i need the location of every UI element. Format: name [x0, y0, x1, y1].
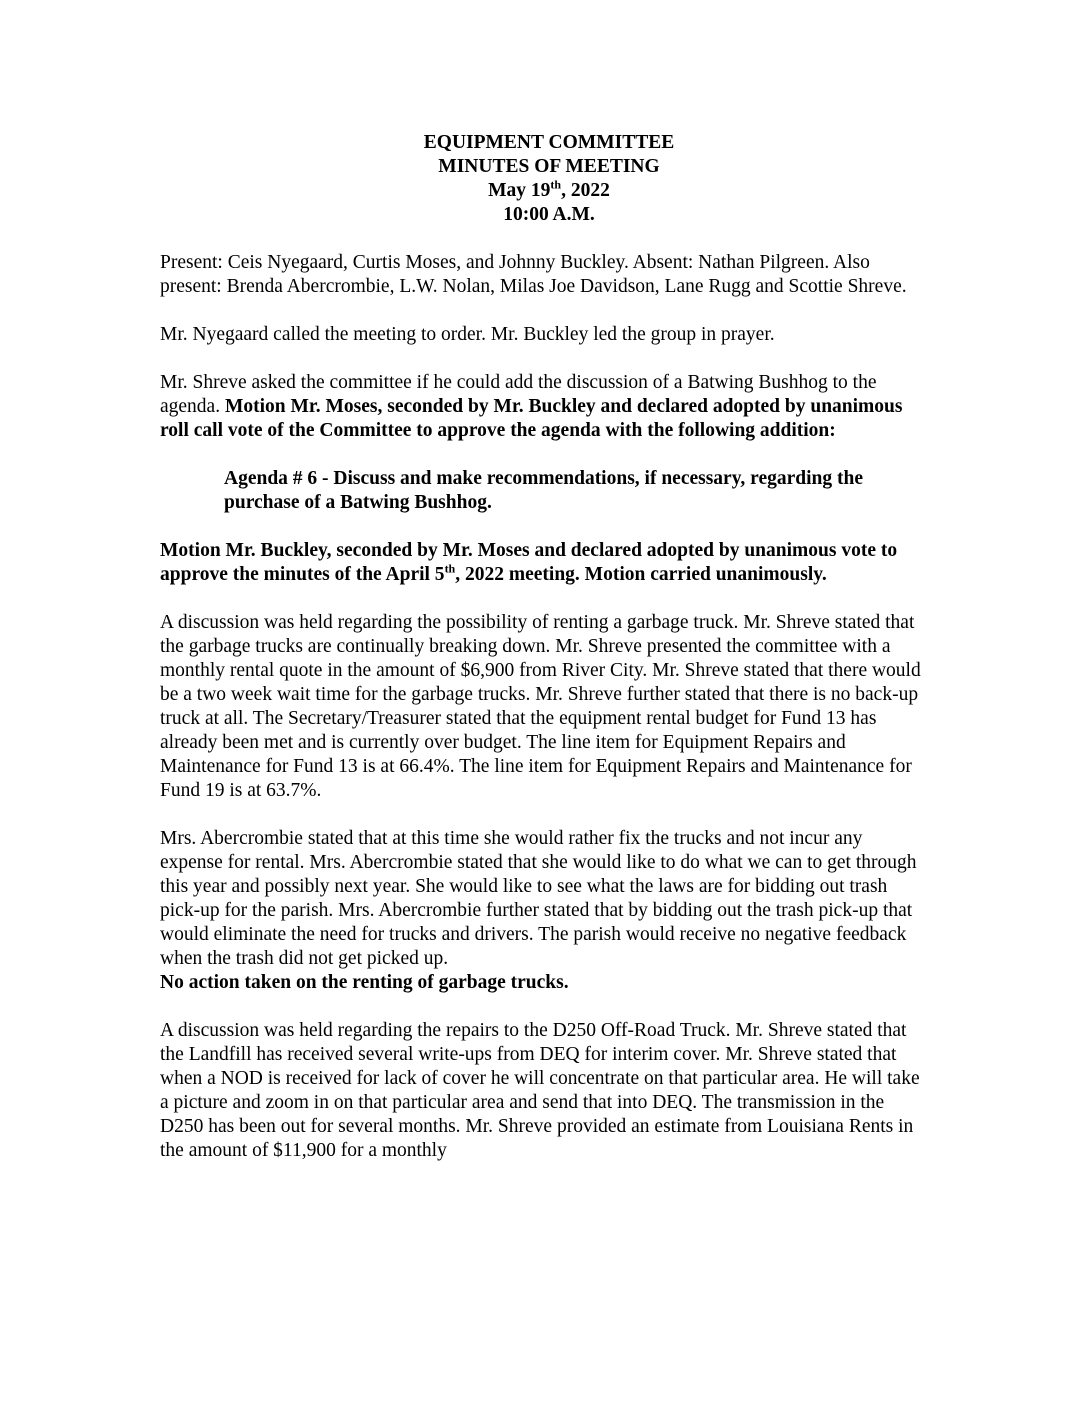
- attendance-paragraph: Present: Ceis Nyegaard, Curtis Moses, and Johnny Buckley. Absent: Nathan Pilgreen. Also present: Brenda Abercrombie, L.W. Nolan, Milas Joe Davidson, Lane Rugg and Scottie Shreve.: [160, 252, 907, 297]
- minutes-motion-sup: th: [444, 561, 456, 576]
- meeting-time: 10:00 A.M.: [503, 204, 595, 225]
- document-page: [160, 131, 930, 1187]
- committee-title: EQUIPMENT COMMITTEE: [423, 132, 675, 153]
- garbage-truck-paragraph: A discussion was held regarding the possibility of renting a garbage truck. Mr. Shreve stated that the garbage trucks are continually breaking down. Mr. Shreve presented the committee with a monthly rental quote in the amount of $6,900 from River City. Mr. Shreve stated that there would be a two week wait time for the garbage trucks. Mr. Shreve further stated that there is no back-up truck at all. The Secretary/Treasurer stated that the equipment rental budget for Fund 13 has already been met and is currently over budget. The line item for Equipment Repairs and Maintenance for Fund 13 is at 66.4%. The line item for Equipment Repairs and Maintenance for Fund 19 is at 63.7%.: [160, 612, 921, 801]
- abercrombie-text: Mrs. Abercrombie stated that at this time she would rather fix the trucks and not incur any expense for rental. Mrs. Abercrombie stated that she would like to do what we can to get through this year and possibly next year. She would like to see what the laws are for bidding out trash pick-up for the parish. Mrs. Abercrombie further stated that by bidding out the trash pick-up that would eliminate the need for trucks and drivers. The parish would receive no negative feedback when the trash did not get picked up.: [160, 828, 917, 969]
- call-to-order-paragraph: Mr. Nyegaard called the meeting to order. Mr. Buckley led the group in prayer.: [160, 324, 775, 345]
- document-header: [160, 131, 930, 227]
- minutes-motion-text: [160, 540, 897, 585]
- minutes-motion-part2: , 2022 meeting. Motion carried unanimously.: [455, 564, 827, 585]
- agenda-item-paragraph: [224, 467, 930, 515]
- abercrombie-paragraph: [160, 827, 930, 995]
- minutes-motion-paragraph: [160, 539, 930, 587]
- minutes-motion-part1: Motion Mr. Buckley, seconded by Mr. Moses and declared adopted by unanimous vote to approve the minutes of the April 5: [160, 540, 898, 585]
- agenda-paragraph: [160, 371, 930, 443]
- meeting-date-prefix: May 19: [488, 180, 551, 201]
- agenda-request-text: Mr. Shreve asked the committee if he could add the discussion of a Batwing Bushhog to the agenda.: [160, 372, 877, 417]
- agenda-motion-text: Motion Mr. Moses, seconded by Mr. Buckley and declared adopted by unanimous roll call vote of the Committee to approve the agenda with the following addition:: [160, 396, 903, 441]
- meeting-date-suffix-sup: th: [550, 177, 562, 192]
- no-action-text: No action taken on the renting of garbage trucks.: [160, 972, 569, 993]
- agenda-item-text: Agenda # 6 - Discuss and make recommendations, if necessary, regarding the purchase of a Batwing Bushhog.: [224, 468, 863, 513]
- meeting-date: [168, 179, 930, 203]
- minutes-title: MINUTES OF MEETING: [438, 156, 660, 177]
- d250-paragraph: A discussion was held regarding the repairs to the D250 Off-Road Truck. Mr. Shreve stated that the Landfill has received several write-ups from DEQ for interim cover. Mr. Shreve stated that when a NOD is received for lack of cover he will concentrate on that particular area. He will take a picture and zoom in on that particular area and send that into DEQ. The transmission in the D250 has been out for several months. Mr. Shreve provided an estimate from Louisiana Rents in the amount of $11,900 for a monthly: [160, 1020, 920, 1161]
- meeting-date-year: , 2022: [561, 180, 610, 201]
